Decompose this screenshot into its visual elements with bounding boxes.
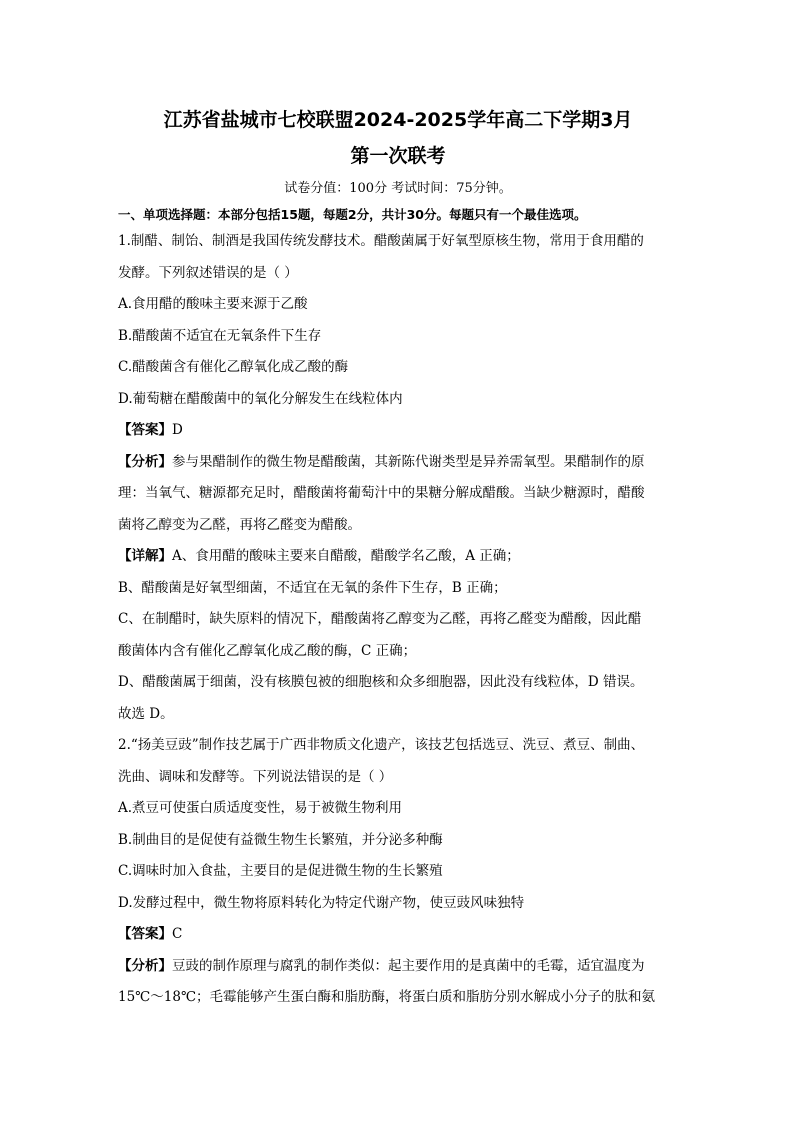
detail-text: C、在制醋时，缺失原料的情况下，醋酸菌将乙醇变为乙醛，再将乙醛变为醋酸，因此醋 bbox=[118, 611, 642, 627]
analysis-line bbox=[118, 951, 678, 983]
section-heading: 一、单项选择题：本部分包括15题，每题2分，共计30分。每题只有一个最佳选项。 bbox=[118, 207, 587, 222]
analysis-text: 理：当氧气、糖源都充足时，醋酸菌将葡萄汁中的果糖分解成醋酸。当缺少糖源时，醋酸 bbox=[118, 485, 645, 501]
option-c: C.醋酸菌含有催化乙醇氧化成乙酸的酶 bbox=[118, 359, 349, 375]
question-stem: 1.制醋、制饴、制酒是我国传统发酵技术。醋酸菌属于好氧型原核生物，常用于食用醋的 bbox=[118, 233, 644, 249]
option-a: A.食用醋的酸味主要来源于乙酸 bbox=[118, 296, 308, 312]
option-d: D.发酵过程中，微生物将原料转化为特定代谢产物，使豆豉风味独特 bbox=[118, 894, 525, 911]
analysis-line bbox=[118, 447, 678, 479]
question-2 bbox=[118, 730, 678, 1014]
analysis-text: 参与果醋制作的微生物是醋酸菌，其新陈代谢类型是异养需氧型。果醋制作的原 bbox=[172, 453, 645, 470]
answer-line bbox=[118, 415, 678, 447]
analysis-text: 菌将乙醇变为乙醛，再将乙醛变为醋酸。 bbox=[118, 516, 361, 533]
analysis-text: 豆豉的制作原理与腐乳的制作类似：起主要作用的是真菌中的毛霉，适宜温度为 bbox=[172, 957, 645, 974]
exam-page bbox=[118, 100, 678, 1014]
exam-title-line1: 江苏省盐城市七校联盟2024-2025学年高二下学期3月 bbox=[163, 109, 633, 131]
question-stem: 洗曲、调味和发酵等。下列说法错误的是（ ） bbox=[118, 768, 393, 785]
option-c: C.调味时加入食盐，主要目的是促进微生物的生长繁殖 bbox=[118, 863, 443, 879]
detail-line bbox=[118, 541, 678, 573]
detail-text: D、醋酸菌属于细菌，没有核膜包被的细胞核和众多细胞器，因此没有线粒体，D 错误。 bbox=[118, 674, 644, 690]
analysis-tag: 【分析】 bbox=[118, 957, 172, 974]
question-stem: 发酵。下列叙述错误的是（ ） bbox=[118, 264, 298, 281]
option-b: B.制曲目的是促使有益微生物生长繁殖，并分泌多种酶 bbox=[118, 831, 443, 848]
detail-text: A、食用醋的酸味主要来自醋酸，醋酸学名乙酸，A 正确； bbox=[172, 548, 520, 564]
detail-tag: 【详解】 bbox=[118, 548, 172, 564]
option-a: A.煮豆可使蛋白质适度变性，易于被微生物利用 bbox=[118, 800, 403, 816]
answer-line bbox=[118, 919, 678, 951]
option-d: D.葡萄糖在醋酸菌中的氧化分解发生在线粒体内 bbox=[118, 390, 403, 407]
conclusion-text: 故选 D。 bbox=[118, 705, 174, 722]
analysis-tag: 【分析】 bbox=[118, 453, 172, 470]
question-1 bbox=[118, 226, 678, 730]
detail-text: B、醋酸菌是好氧型细菌，不适宜在无氧的条件下生存，B 正确； bbox=[118, 579, 507, 596]
answer-value: D bbox=[172, 422, 183, 438]
exam-info: 试卷分值：100分 考试时间：75分钟。 bbox=[284, 181, 512, 196]
analysis-text: 15℃～18℃；毛霉能够产生蛋白酶和脂肪酶，将蛋白质和脂肪分别水解成小分子的肽和氨 bbox=[118, 989, 656, 1005]
answer-tag: 【答案】 bbox=[118, 926, 172, 942]
exam-title-line2: 第一次联考 bbox=[350, 145, 446, 167]
question-stem: 2.“扬美豆豉”制作技艺属于广西非物质文化遗产，该技艺包括选豆、洗豆、煮豆、制曲、 bbox=[118, 737, 645, 753]
answer-tag: 【答案】 bbox=[118, 422, 172, 438]
answer-value: C bbox=[172, 926, 183, 942]
detail-text: 酸菌体内含有催化乙醇氧化成乙酸的酶，C 正确； bbox=[118, 642, 417, 659]
option-b: B.醋酸菌不适宜在无氧条件下生存 bbox=[118, 327, 322, 344]
